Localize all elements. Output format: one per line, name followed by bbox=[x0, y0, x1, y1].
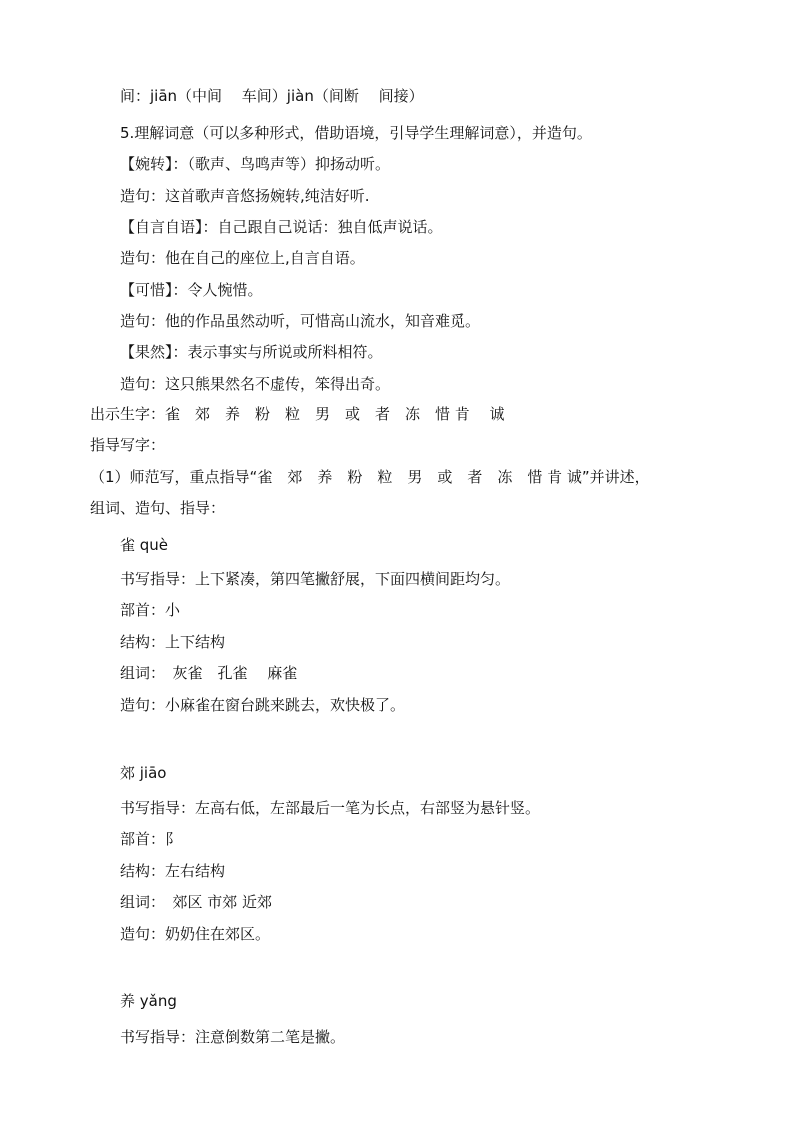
jiao-sentence: 造句：奶奶住在郊区。 bbox=[120, 925, 271, 943]
char-que-heading: 雀 què bbox=[120, 536, 169, 554]
jiao-writing-guide: 书写指导：左高右低，左部最后一笔为长点，右部竖为悬针竖。 bbox=[120, 799, 541, 817]
step-1-continuation: 组词、造句、指导： bbox=[90, 499, 226, 517]
step-1-text: （1）师范写，重点指导“雀 郊 养 粉 粒 男 或 者 冻 惜 肯 诚”并讲述， bbox=[90, 468, 650, 486]
que-structure: 结构：上下结构 bbox=[120, 633, 226, 651]
term-guoran: 【果然】：表示事实与所说或所料相符。 bbox=[120, 343, 383, 361]
sentence-ziyanziyu: 造句：他在自己的座位上,自言自语。 bbox=[120, 249, 365, 267]
jiao-structure: 结构：左右结构 bbox=[120, 862, 226, 880]
que-writing-guide: 书写指导：上下紧凑，第四笔撇舒展，下面四横间距均匀。 bbox=[120, 570, 511, 588]
sentence-kexi: 造句：他的作品虽然动听，可惜高山流水，知音难觅。 bbox=[120, 312, 481, 330]
pinyin-jian-line: 间：jiān（中间 车间）jiàn（间断 间接） bbox=[120, 87, 424, 105]
term-kexi: 【可惜】：令人惋惜。 bbox=[120, 281, 263, 299]
term-ziyanziyu: 【自言自语】：自己跟自己说话：独自低声说话。 bbox=[120, 218, 443, 236]
writing-guide-heading: 指导写字： bbox=[90, 436, 166, 454]
que-words: 组词： 灰雀 孔雀 麻雀 bbox=[120, 664, 298, 682]
term-wanzhuan: 【婉转】：（歌声、鸟鸣声等）抑扬动听。 bbox=[120, 155, 391, 173]
sentence-guoran: 造句：这只熊果然名不虚传，笨得出奇。 bbox=[120, 375, 391, 393]
jiao-radical: 部首：阝 bbox=[120, 830, 181, 848]
yang-writing-guide: 书写指导：注意倒数第二笔是撇。 bbox=[120, 1028, 346, 1046]
new-characters-line: 出示生字：雀 郊 养 粉 粒 男 或 者 冻 惜 肯 诚 bbox=[90, 405, 505, 423]
que-sentence: 造句：小麻雀在窗台跳来跳去，欢快极了。 bbox=[120, 696, 406, 714]
que-radical: 部首：小 bbox=[120, 601, 181, 619]
char-jiao-heading: 郊 jiāo bbox=[120, 764, 167, 782]
section-5-heading: 5.理解词意（可以多种形式，借助语境，引导学生理解词意），并造句。 bbox=[120, 124, 592, 142]
sentence-wanzhuan: 造句：这首歌声音悠扬婉转,纯洁好听. bbox=[120, 187, 370, 205]
char-yang-heading: 养 yǎng bbox=[120, 992, 177, 1010]
jiao-words: 组词： 郊区 市郊 近郊 bbox=[120, 893, 273, 911]
